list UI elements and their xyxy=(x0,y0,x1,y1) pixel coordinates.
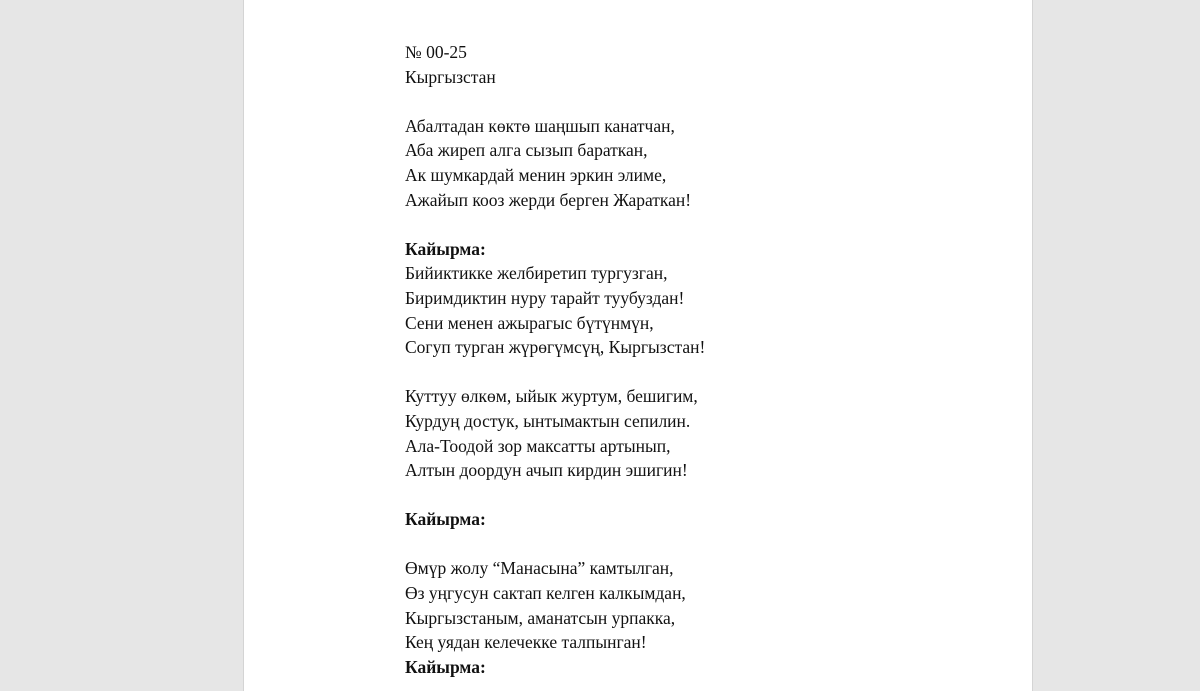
verse1-line: Аба жиреп алга сызып бараткан, xyxy=(405,140,648,161)
verse2-line: Ала-Тоодой зор максатты артынып, xyxy=(405,435,671,456)
document-page xyxy=(243,0,1033,691)
verse3-line: Кең уядан келечекке талпынган! xyxy=(405,632,647,653)
verse2-line: Курдуң достук, ынтымактын сепилин. xyxy=(405,410,691,431)
verse2-line: Алтын доордун ачып кирдин эшигин! xyxy=(405,460,688,481)
chorus-line: Бийиктикке желбиретип тургузган, xyxy=(405,263,668,284)
chorus-line: Сени менен ажырагыс бүтүнмүн, xyxy=(405,312,654,333)
verse2-line: Куттуу өлкөм, ыйык журтум, бешигим, xyxy=(405,386,698,407)
spacer xyxy=(405,483,705,508)
anthem-text xyxy=(405,40,705,679)
chorus-label: Кайырма: xyxy=(405,509,486,530)
chorus-line: Биримдиктин нуру тарайт туубуздан! xyxy=(405,287,685,308)
verse3-line: Кыргызстаным, аманатсын урпакка, xyxy=(405,607,676,628)
chorus-label: Кайырма: xyxy=(405,238,486,259)
spacer xyxy=(405,360,705,385)
verse1-line: Ажайып кооз жерди берген Жараткан! xyxy=(405,189,692,210)
spacer xyxy=(405,212,705,237)
spacer xyxy=(405,532,705,557)
spacer xyxy=(405,89,705,114)
verse1-line: Абалтадан көктө шаңшып канатчан, xyxy=(405,115,675,136)
chorus-line: Согуп турган жүрөгүмсүң, Кыргызстан! xyxy=(405,337,706,358)
verse3-line: Өмүр жолу “Манасына” камтылган, xyxy=(405,558,674,579)
document-number: № 00-25 xyxy=(405,42,467,62)
chorus-label: Кайырма: xyxy=(405,656,486,677)
document-country: Кыргызстан xyxy=(405,66,496,87)
verse3-line: Өз уңгусун сактап келген калкымдан, xyxy=(405,583,686,604)
verse1-line: Ак шумкардай менин эркин элиме, xyxy=(405,164,667,185)
